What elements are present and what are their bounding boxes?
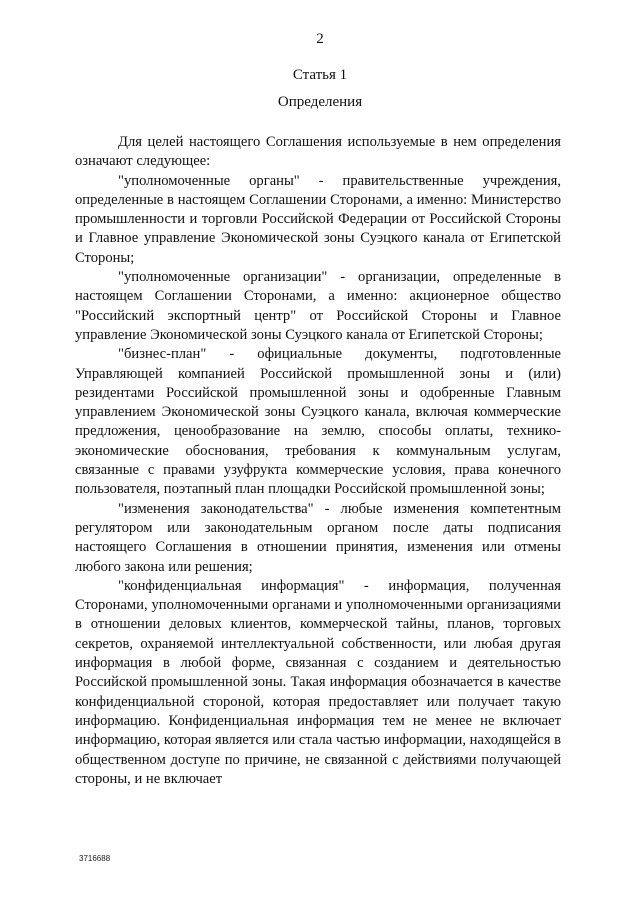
page-number: 2 [316,31,324,47]
paragraph-confidential-information: "конфиденциальная информация" - информация, полученная Сторонами, уполномоченными органами и уполномоченными организациями в отношении деловых клиентов, коммерческой тайны, планов, торговых секретов, охраняемой интеллектуальной собственности, или любая другая информация в любой форме, связанная с созданием и деятельностью Российской промышленной зоны. Такая информация обозначается в качестве конфиденциальной стороной, которая предоставляет или получает такую информацию. Конфиденциальная информация тем не менее не включает информацию, которая является или стала частью информации, находящейся в общественном доступе по причине, не связанной с действиями получающей стороны, и не включает [75,577,561,787]
document-body [75,133,561,789]
paragraph-authorized-organizations: "уполномоченные организации" - организации, определенные в настоящем Соглашении Сторонами, а именно: акционерное общество "Российский экспортный центр" от Российской Стороны и Главное управление Экономической зоны Суэцкого канала от Египетской Стороны; [75,269,561,343]
paragraph-legislative-changes: "изменения законодательства" - любые изменения компетентным регулятором или законодательным органом после даты подписания настоящего Соглашения в отношении принятия, изменения или отмены любого закона или решения; [75,500,561,575]
paragraph-intro: Для целей настоящего Соглашения используемые в нем определения означают следующее: [75,134,561,170]
article-title: Статья 1 [292,67,348,83]
paragraph-business-plan: "бизнес-план" - официальные документы, подготовленные Управляющей компанией Российской промышленной зоны и (или) резидентами Российской промышленной зоны и одобренные Главным управлением Экономической зоны Суэцкого канала, включая коммерческие предложения, ценообразование на землю, способы оплаты, технико-экономические обоснования, требования к коммунальным услугам, связанные с правами узуфрукта коммерческие условия, права конечного пользователя, поэтапный план площадки Российской промышленной зоны; [75,346,561,498]
document-code: 3716688 [79,854,111,863]
article-subtitle: Определения [277,94,363,110]
paragraph-authorized-bodies: "уполномоченные органы" - правительственные учреждения, определенные в настоящем Соглашении Сторонами, а именно: Министерство промышленности и торговли Российской Федерации от Российской Стороны и Главное управление Экономической зоны Суэцкого канала от Египетской Стороны; [75,172,561,266]
